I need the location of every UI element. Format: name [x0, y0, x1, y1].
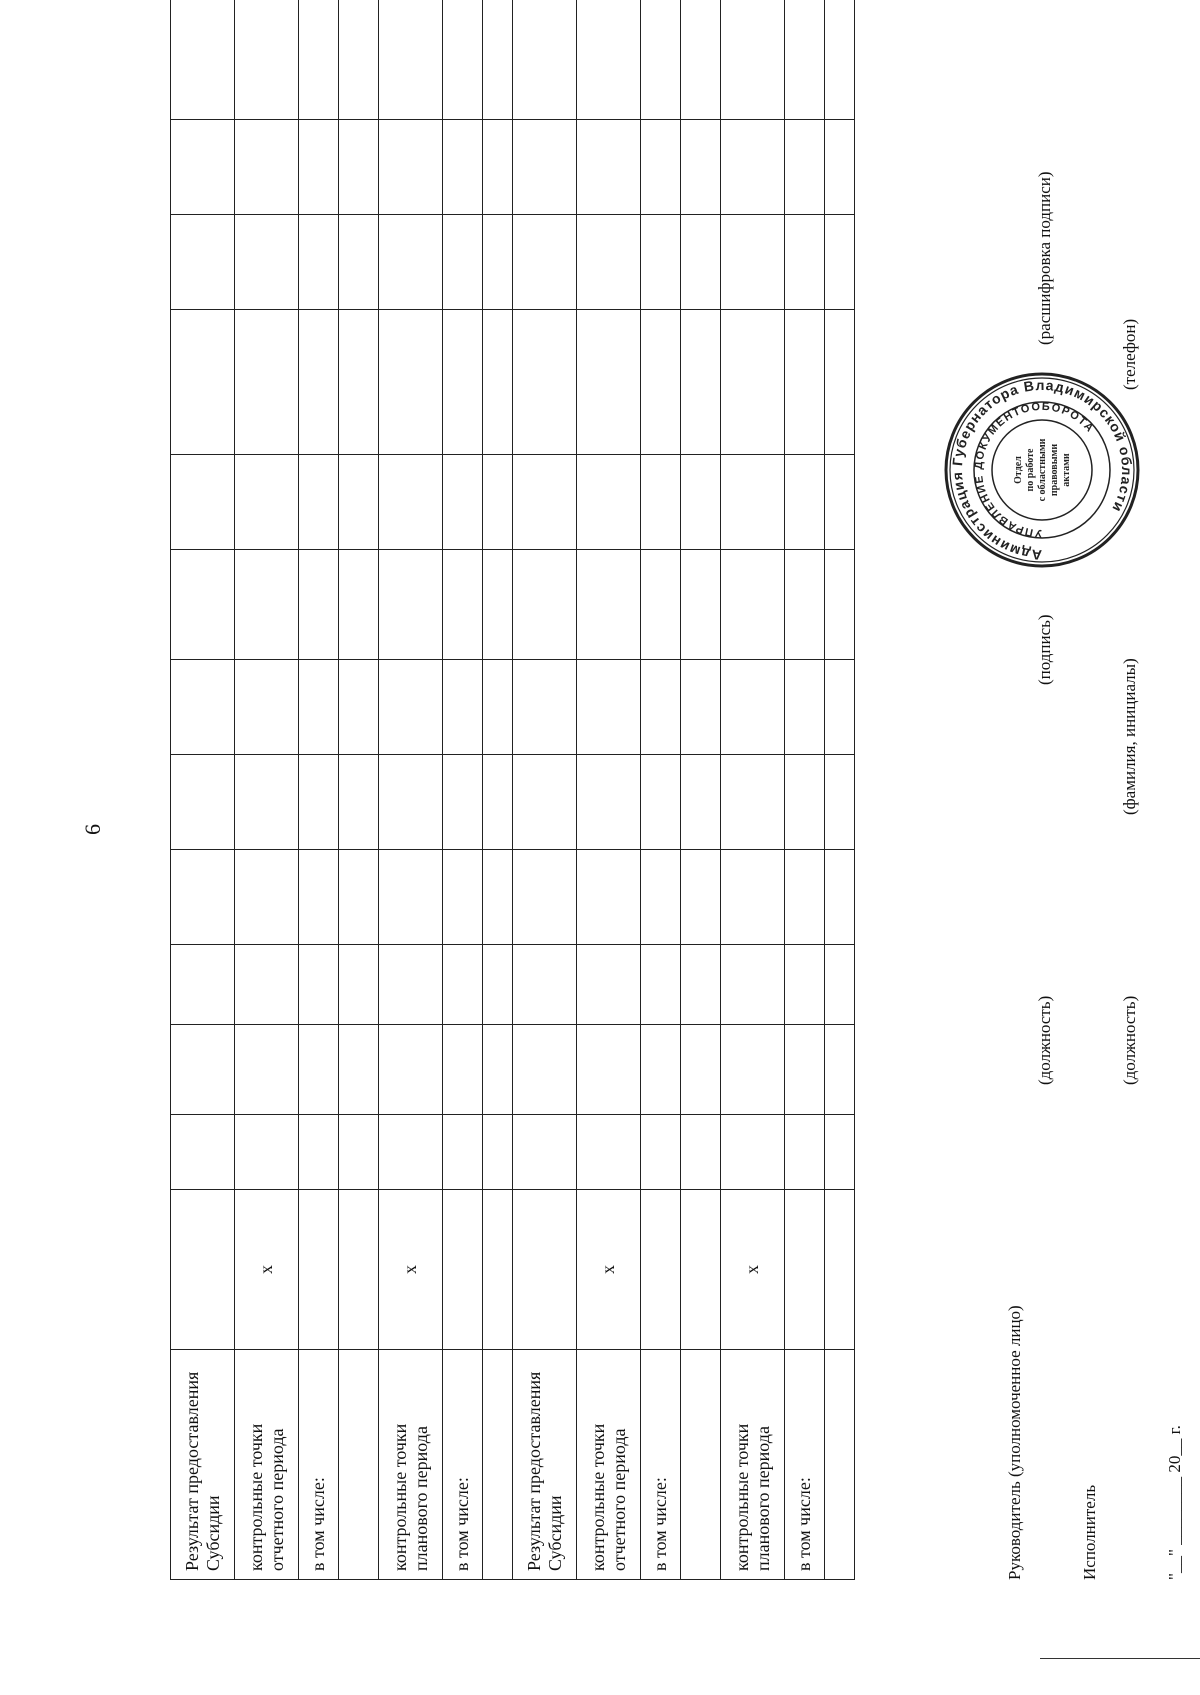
- table-cell: [681, 1025, 721, 1115]
- table-cell: [577, 550, 641, 660]
- table-row: [641, 0, 681, 1580]
- table-cell: [785, 1115, 825, 1190]
- table-cell: [483, 850, 513, 945]
- table-row: [235, 0, 299, 1580]
- table-cell: [379, 310, 443, 455]
- table-cell: [825, 215, 855, 310]
- table-cell: [577, 455, 641, 550]
- table-cell: [171, 660, 235, 755]
- table-cell: [379, 455, 443, 550]
- table-cell: [483, 0, 513, 120]
- mark-cell: x: [577, 1190, 641, 1350]
- table-cell: [339, 945, 379, 1025]
- table-cell: [641, 850, 681, 945]
- table-cell: [577, 1115, 641, 1190]
- bottom-right-line: [1040, 1658, 1200, 1659]
- table-cell: [483, 660, 513, 755]
- table-cell: [681, 215, 721, 310]
- table-cell: [171, 945, 235, 1025]
- table-cell: [339, 1025, 379, 1115]
- table-cell: [339, 310, 379, 455]
- table-cell: [379, 850, 443, 945]
- table-cell: [171, 850, 235, 945]
- table-cell: [681, 660, 721, 755]
- table-cell: [339, 120, 379, 215]
- table-cell: [443, 310, 483, 455]
- row-label-cell: Результат предоставления Субсидии: [513, 1350, 577, 1580]
- table-row: [171, 0, 235, 1580]
- table-cell: [785, 310, 825, 455]
- seal-center-line: актами: [1061, 453, 1072, 487]
- table-cell: [443, 1115, 483, 1190]
- row-label-cell: [483, 1350, 513, 1580]
- table-cell: [785, 455, 825, 550]
- head-decoding-caption: (расшифровка подписи): [1035, 171, 1054, 345]
- table-cell: [483, 1025, 513, 1115]
- table-cell: [379, 945, 443, 1025]
- mark-cell: [299, 1190, 339, 1350]
- table-cell: [721, 120, 785, 215]
- table-cell: [171, 755, 235, 850]
- table-cell: [513, 0, 577, 120]
- table-cell: [443, 755, 483, 850]
- mark-cell: [681, 1190, 721, 1350]
- mark-cell: [825, 1190, 855, 1350]
- table-cell: [825, 0, 855, 120]
- table-cell: [721, 215, 785, 310]
- table-cell: [171, 550, 235, 660]
- table-cell: [641, 550, 681, 660]
- table-cell: [299, 1115, 339, 1190]
- head-label: Руководитель (уполномоченное лицо): [1005, 1305, 1024, 1580]
- table-cell: [483, 1115, 513, 1190]
- executor-phone-caption: (телефон): [1120, 318, 1139, 390]
- table-cell: [443, 850, 483, 945]
- table-cell: [785, 755, 825, 850]
- table-cell: [641, 945, 681, 1025]
- executor-name-caption: (фамилия, инициалы): [1120, 658, 1139, 815]
- table-cell: [825, 755, 855, 850]
- table-cell: [483, 310, 513, 455]
- row-label-cell: [339, 1350, 379, 1580]
- date-line: "__" ________ 20__ г.: [1165, 1425, 1184, 1580]
- table-cell: [339, 550, 379, 660]
- table-cell: [339, 660, 379, 755]
- table-cell: [379, 550, 443, 660]
- table-cell: [299, 1025, 339, 1115]
- table-cell: [681, 755, 721, 850]
- official-seal-icon: [942, 370, 1142, 570]
- table-cell: [681, 850, 721, 945]
- table-cell: [577, 660, 641, 755]
- table-cell: [171, 310, 235, 455]
- seal-center-line: Отдел: [1013, 456, 1024, 484]
- row-label-cell: [681, 1350, 721, 1580]
- table-row: [299, 0, 339, 1580]
- table-cell: [577, 755, 641, 850]
- table-cell: [483, 120, 513, 215]
- table-cell: [721, 0, 785, 120]
- table-cell: [785, 945, 825, 1025]
- table-cell: [443, 455, 483, 550]
- table-cell: [641, 120, 681, 215]
- table-cell: [825, 455, 855, 550]
- mark-cell: [443, 1190, 483, 1350]
- table-cell: [171, 0, 235, 120]
- table-cell: [825, 850, 855, 945]
- executor-position-caption: (должность): [1120, 995, 1139, 1085]
- table-cell: [721, 310, 785, 455]
- table-cell: [379, 1025, 443, 1115]
- table-cell: [443, 660, 483, 755]
- table-row: [681, 0, 721, 1580]
- table-cell: [443, 0, 483, 120]
- table-cell: [339, 755, 379, 850]
- table-cell: [641, 660, 681, 755]
- table-cell: [171, 120, 235, 215]
- table-row: [513, 0, 577, 1580]
- table-cell: [339, 455, 379, 550]
- table-cell: [785, 550, 825, 660]
- table-cell: [443, 945, 483, 1025]
- table-cell: [235, 660, 299, 755]
- table-cell: [513, 120, 577, 215]
- table-cell: [785, 660, 825, 755]
- mark-cell: x: [721, 1190, 785, 1350]
- table-row: [339, 0, 379, 1580]
- table-cell: [513, 1025, 577, 1115]
- page-number: 6: [80, 824, 105, 835]
- table-cell: [577, 215, 641, 310]
- row-label-cell: в том числе:: [443, 1350, 483, 1580]
- table-cell: [235, 455, 299, 550]
- table-cell: [235, 945, 299, 1025]
- table-cell: [443, 550, 483, 660]
- table-cell: [641, 1025, 681, 1115]
- seal-center-line: по работе: [1025, 448, 1036, 492]
- table-cell: [299, 850, 339, 945]
- table-cell: [299, 660, 339, 755]
- table-cell: [721, 755, 785, 850]
- table-cell: [641, 215, 681, 310]
- row-label-cell: контрольные точки планового периода: [379, 1350, 443, 1580]
- table-cell: [483, 945, 513, 1025]
- table-cell: [785, 850, 825, 945]
- table-cell: [721, 1115, 785, 1190]
- table-cell: [577, 1025, 641, 1115]
- executor-label: Исполнитель: [1080, 1484, 1099, 1580]
- table-cell: [577, 850, 641, 945]
- table-cell: [379, 120, 443, 215]
- table-cell: [483, 455, 513, 550]
- table-cell: [721, 1025, 785, 1115]
- seal-outer-text: Администрация Губернатора Владимирской области: [948, 376, 1136, 564]
- table-row: [443, 0, 483, 1580]
- table-cell: [785, 215, 825, 310]
- table-cell: [577, 945, 641, 1025]
- row-label-cell: в том числе:: [299, 1350, 339, 1580]
- table-cell: [443, 1025, 483, 1115]
- seal-center-line: правовыми: [1049, 443, 1060, 497]
- row-label-cell: контрольные точки отчетного периода: [235, 1350, 299, 1580]
- table-cell: [443, 215, 483, 310]
- table-cell: [483, 550, 513, 660]
- table-cell: [483, 755, 513, 850]
- table-cell: [171, 215, 235, 310]
- mark-cell: [785, 1190, 825, 1350]
- mark-cell: [483, 1190, 513, 1350]
- mark-cell: x: [379, 1190, 443, 1350]
- report-table: [170, 0, 855, 1580]
- table-row: [379, 0, 443, 1580]
- head-signature-caption: (подпись): [1035, 614, 1054, 685]
- table-cell: [721, 660, 785, 755]
- table-cell: [681, 945, 721, 1025]
- table-cell: [825, 1025, 855, 1115]
- row-label-cell: в том числе:: [785, 1350, 825, 1580]
- row-label-cell: Результат предоставления Субсидии: [171, 1350, 235, 1580]
- table-cell: [785, 1025, 825, 1115]
- table-cell: [681, 310, 721, 455]
- table-row: [483, 0, 513, 1580]
- table-cell: [299, 755, 339, 850]
- table-cell: [641, 455, 681, 550]
- table-cell: [379, 755, 443, 850]
- table-cell: [721, 850, 785, 945]
- table-cell: [171, 1115, 235, 1190]
- table-cell: [825, 945, 855, 1025]
- table-cell: [721, 455, 785, 550]
- table-cell: [825, 120, 855, 215]
- table-cell: [681, 550, 721, 660]
- mark-cell: [171, 1190, 235, 1350]
- table-cell: [641, 755, 681, 850]
- row-label-cell: в том числе:: [641, 1350, 681, 1580]
- table-cell: [577, 120, 641, 215]
- table-cell: [379, 1115, 443, 1190]
- table-cell: [299, 945, 339, 1025]
- seal-inner-text: УПРАВЛЕНИЕ ДОКУМЕНТООБОРОТА: [972, 400, 1097, 540]
- table-row: [577, 0, 641, 1580]
- mark-cell: [513, 1190, 577, 1350]
- seal-center-line: с областными: [1037, 438, 1048, 502]
- table-cell: [171, 1025, 235, 1115]
- table-cell: [235, 0, 299, 120]
- table-cell: [513, 215, 577, 310]
- table-cell: [339, 1115, 379, 1190]
- table-cell: [379, 0, 443, 120]
- table-cell: [513, 945, 577, 1025]
- table-cell: [235, 550, 299, 660]
- table-cell: [379, 660, 443, 755]
- table-cell: [513, 660, 577, 755]
- table-cell: [721, 945, 785, 1025]
- table-cell: [339, 0, 379, 120]
- table-cell: [443, 120, 483, 215]
- table-cell: [235, 310, 299, 455]
- row-label-cell: [825, 1350, 855, 1580]
- table-row: [785, 0, 825, 1580]
- table-cell: [641, 0, 681, 120]
- table-cell: [825, 660, 855, 755]
- table-cell: [641, 310, 681, 455]
- table-cell: [235, 1115, 299, 1190]
- table-cell: [299, 455, 339, 550]
- mark-cell: [339, 1190, 379, 1350]
- table-cell: [299, 120, 339, 215]
- table-cell: [681, 455, 721, 550]
- table-cell: [785, 120, 825, 215]
- table-cell: [825, 1115, 855, 1190]
- table-cell: [513, 550, 577, 660]
- table-cell: [577, 0, 641, 120]
- table-cell: [513, 755, 577, 850]
- table-cell: [513, 850, 577, 945]
- table-cell: [235, 215, 299, 310]
- table-cell: [641, 1115, 681, 1190]
- table-cell: [681, 120, 721, 215]
- table-cell: [299, 215, 339, 310]
- mark-cell: x: [235, 1190, 299, 1350]
- table-cell: [513, 310, 577, 455]
- table-cell: [235, 755, 299, 850]
- table-cell: [483, 215, 513, 310]
- table-cell: [513, 455, 577, 550]
- table-row: [825, 0, 855, 1580]
- table-cell: [513, 1115, 577, 1190]
- table-cell: [825, 550, 855, 660]
- table-cell: [235, 1025, 299, 1115]
- table-cell: [235, 120, 299, 215]
- table-cell: [299, 310, 339, 455]
- table-cell: [339, 215, 379, 310]
- table-cell: [339, 850, 379, 945]
- table-cell: [721, 550, 785, 660]
- table-cell: [299, 0, 339, 120]
- table-cell: [825, 310, 855, 455]
- table-cell: [235, 850, 299, 945]
- table-cell: [785, 0, 825, 120]
- row-label-cell: контрольные точки отчетного периода: [577, 1350, 641, 1580]
- table-cell: [171, 455, 235, 550]
- table-cell: [299, 550, 339, 660]
- head-position-caption: (должность): [1035, 995, 1054, 1085]
- table-cell: [577, 310, 641, 455]
- table-row: [721, 0, 785, 1580]
- table-cell: [681, 1115, 721, 1190]
- table-cell: [681, 0, 721, 120]
- row-label-cell: контрольные точки планового периода: [721, 1350, 785, 1580]
- mark-cell: [641, 1190, 681, 1350]
- table-cell: [379, 215, 443, 310]
